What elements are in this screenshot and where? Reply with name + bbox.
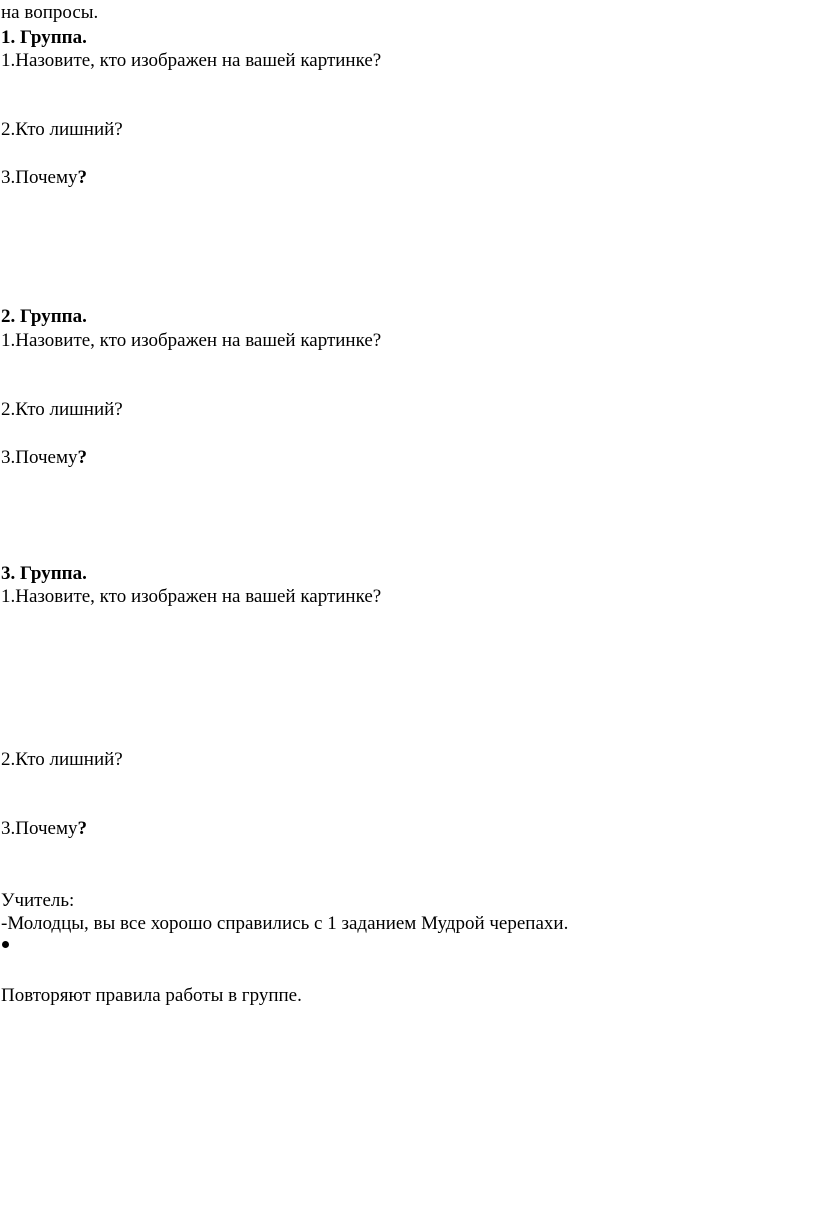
group-1-question-2: 2.Кто лишний? — [1, 119, 123, 140]
group-3-question-1: 1.Назовите, кто изображен на вашей картинке? — [1, 586, 382, 607]
teacher-label: Учитель: — [1, 890, 75, 911]
bullet-icon — [2, 941, 9, 948]
group-2-question-3 — [1, 447, 87, 469]
group-3-title: 3. Группа. — [1, 563, 87, 584]
group-3-question-3-mark: ? — [77, 818, 87, 839]
group-1-question-3-mark: ? — [77, 167, 87, 188]
group-1-question-3-text: 3.Почему — [1, 167, 78, 188]
group-1-question-3 — [1, 167, 87, 189]
group-2-question-3-mark: ? — [77, 447, 87, 468]
group-3-question-2: 2.Кто лишний? — [1, 749, 123, 770]
group-2-question-1: 1.Назовите, кто изображен на вашей картинке? — [1, 330, 382, 351]
group-1-question-1: 1.Назовите, кто изображен на вашей картинке? — [1, 50, 382, 71]
group-3-question-3 — [1, 818, 87, 840]
group-3-question-3-text: 3.Почему — [1, 818, 78, 839]
group-2-question-2: 2.Кто лишний? — [1, 399, 123, 420]
group-1-title: 1. Группа. — [1, 27, 87, 48]
group-2-question-3-text: 3.Почему — [1, 447, 78, 468]
group-2-title: 2. Группа. — [1, 306, 87, 327]
teacher-speech: -Молодцы, вы все хорошо справились с 1 заданием Мудрой черепахи. — [1, 913, 569, 934]
rules-text: Повторяют правила работы в группе. — [1, 985, 302, 1006]
intro-text: на вопросы. — [1, 2, 99, 23]
